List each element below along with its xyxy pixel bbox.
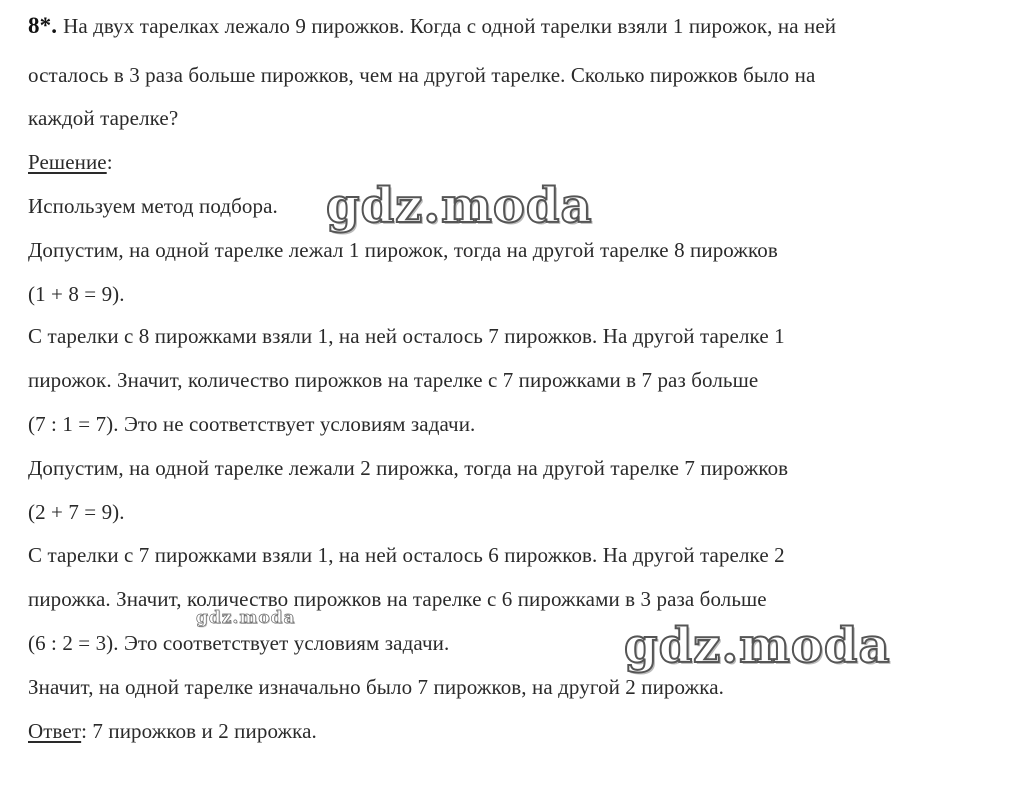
task-line-3: каждой тарелке? bbox=[28, 106, 179, 130]
solution-line-8: (2 + 7 = 9). bbox=[28, 500, 125, 524]
watermark-top: gdz.moda bbox=[326, 178, 593, 234]
solution-line-6: (7 : 1 = 7). Это не соответствует условиям задачи. bbox=[28, 412, 476, 436]
solution-heading-line bbox=[28, 148, 113, 176]
solution-line-7: Допустим, на одной тарелке лежали 2 пирожка, тогда на другой тарелке 7 пирожков bbox=[28, 456, 789, 480]
answer-label: Ответ bbox=[28, 719, 82, 743]
solution-line-4: С тарелки с 8 пирожками взяли 1, на ней осталось 7 пирожков. На другой тарелке 1 bbox=[28, 324, 785, 348]
solution-line-11: (6 : 2 = 3). Это соответствует условиям задачи. bbox=[28, 631, 450, 655]
task-line-2: осталось в 3 раза больше пирожков, чем на другой тарелке. Сколько пирожков было на bbox=[28, 63, 816, 87]
solution-line-3: (1 + 8 = 9). bbox=[28, 282, 125, 306]
task-text-1: На двух тарелках лежало 9 пирожков. Когда с одной тарелки взяли 1 пирожок, на ней bbox=[63, 14, 837, 38]
answer-text: : 7 пирожков и 2 пирожка. bbox=[81, 719, 317, 743]
task-line-1 bbox=[28, 12, 836, 40]
watermark-bottom: gdz.moda bbox=[624, 618, 891, 674]
solution-line-9: С тарелки с 7 пирожками взяли 1, на ней осталось 6 пирожков. На другой тарелке 2 bbox=[28, 543, 785, 567]
solution-heading-colon: : bbox=[106, 150, 113, 174]
solution-line-12: Значит, на одной тарелке изначально было 7 пирожков, на другой 2 пирожка. bbox=[28, 675, 724, 699]
answer-line bbox=[28, 717, 317, 745]
task-number: 8*. bbox=[28, 13, 58, 38]
solution-line-2: Допустим, на одной тарелке лежал 1 пирожок, тогда на другой тарелке 8 пирожков bbox=[28, 238, 778, 262]
watermark-small: gdz.moda bbox=[196, 608, 296, 628]
solution-heading: Решение bbox=[28, 150, 107, 174]
solution-line-1: Используем метод подбора. bbox=[28, 194, 278, 218]
solution-line-10: пирожка. Значит, количество пирожков на тарелке с 6 пирожками в 3 раза больше bbox=[28, 587, 767, 611]
solution-line-5: пирожок. Значит, количество пирожков на тарелке с 7 пирожками в 7 раз больше bbox=[28, 368, 759, 392]
